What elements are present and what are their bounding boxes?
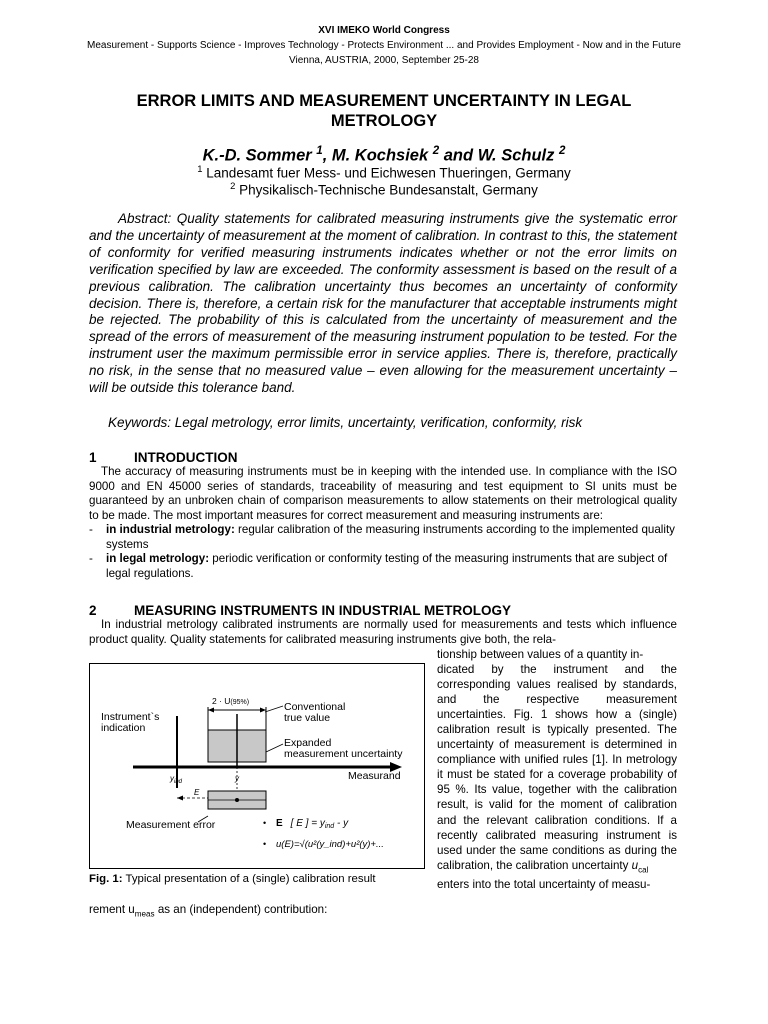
u-cal-symbol: u <box>631 858 639 872</box>
author-separator: , <box>322 146 332 165</box>
figure-1 <box>89 663 425 869</box>
u-cal-subscript: cal <box>638 864 649 874</box>
column-text: dicated by the instrument and the corresponding values realised by standards, and the respective measurement uncertainties. Fig. 1 shows how a (single) calibration result is typically presented. The uncertainty of measurement is determined in compliance with unified rules [1]. In metrology it must be stated for a coverage probability of 95 %. Its value, together with the calibration result, is valid for the moment of calibration and the relevant calibration conditions. If a recently calibrated measuring instrument is used under the same conditions as during the calibration, the calibration uncertainty <box>437 663 677 872</box>
continuation-end: as an (independent) contribution: <box>154 903 328 916</box>
list-dash: - <box>89 552 93 565</box>
calibration-diagram <box>90 664 426 870</box>
caption-text: Typical presentation of a (single) calibration result <box>122 873 376 885</box>
author-name: W. Schulz <box>477 146 555 165</box>
label-e: E <box>194 788 200 797</box>
formula-uncertainty: u(E)=√(u²(y_ind)+u²(y)+... <box>276 839 384 850</box>
label-indication: indication <box>101 722 146 734</box>
width-label: 2 · U(95%) <box>212 696 250 706</box>
list-dash: - <box>89 523 93 536</box>
label-y-ind: $y_{ind}$ <box>170 774 183 785</box>
formula-bullet: • <box>263 818 267 828</box>
affiliation-text: Landesamt fuer Mess- und Eichwesen Thueringen, Germany <box>206 165 571 181</box>
continuation-start: rement u <box>89 903 135 916</box>
column-line: tionship between values of a quantity in- <box>437 648 644 661</box>
author-list <box>0 145 768 166</box>
column-paragraph <box>437 662 677 877</box>
list-item-lead: in legal metrology: <box>106 552 210 565</box>
section2-paragraph <box>89 618 677 647</box>
list-item-text: regular calibration of the measuring instruments according to the implemented quality systems <box>106 523 675 551</box>
column-line-end: enters into the total uncertainty of measu- <box>437 878 651 892</box>
label-expanded: Expanded <box>284 737 332 749</box>
abstract <box>89 211 677 397</box>
leader-uncertainty <box>266 744 283 752</box>
section2-text: In industrial metrology calibrated instruments are normally used for measurements and tests which influence product quality. Quality statements for calibrated measuring instruments give both, the rela- <box>89 618 677 646</box>
u-meas-subscript: meas <box>134 909 155 919</box>
section-heading-introduction <box>89 450 238 465</box>
affiliation-mark: 2 <box>230 181 236 192</box>
conference-motto: Measurement - Supports Science - Improves Technology - Protects Environment ... and Provides Employment - Now and in the Future <box>87 40 681 51</box>
author-name: K.-D. Sommer <box>202 146 312 165</box>
author-affiliation-mark: 2 <box>432 145 440 157</box>
leader-true-value <box>265 706 283 712</box>
continuation-text <box>89 903 327 918</box>
caption-label: Fig. 1: <box>89 873 123 885</box>
affiliation-2 <box>0 181 768 198</box>
author-affiliation-mark: 2 <box>558 145 566 157</box>
formula-error: E [ E ] = $y_{ind}$ - y <box>276 818 349 830</box>
error-point <box>235 798 239 802</box>
formula-bullet: • <box>263 839 267 849</box>
dimension-arrow-left <box>208 708 214 713</box>
author-name: M. Kochsiek <box>331 146 429 165</box>
label-measurement-uncertainty: measurement uncertainty <box>284 748 403 760</box>
affiliation-1 <box>0 164 768 181</box>
conference-venue: Vienna, AUSTRIA, 2000, September 25-28 <box>289 55 479 66</box>
section-heading-industrial-metrology <box>89 603 511 618</box>
list-item <box>89 552 677 581</box>
keywords: Keywords: Legal metrology, error limits, uncertainty, verification, conformity, risk <box>108 415 583 430</box>
label-instrument: Instrument`s <box>101 711 160 723</box>
section2-column-text <box>437 647 677 892</box>
section-number: 1 <box>89 450 97 465</box>
abstract-text: Abstract: Quality statements for calibrated measuring instruments give the systematic error and the uncertainty of measurement at the moment of calibration. In contrast to this, the statement of conformity for verified measuring instruments indicates whether or not the error limits on verification specified by law are exceeded. The conformity assessment is based on the result of a previous calibration. The calibration uncertainty thus becomes an uncertainty of conformity decision. There is, therefore, a certain risk for the manufacturer that acceptable instruments might be rejected. The probability of this is calculated from the uncertainty of measurement and the spread of the errors of measurement of the measuring instrument population to be tested. For the instrument user the maximum permissible error in service applies. There is, therefore, practically no risk, in the sense that no measured value – even allowing for the measurement uncertainty – will be outside this tolerance band. <box>89 211 677 396</box>
affiliation-mark: 1 <box>197 164 203 175</box>
list-item-lead: in industrial metrology: <box>106 523 235 536</box>
section-title: MEASURING INSTRUMENTS IN INDUSTRIAL METROLOGY <box>134 603 512 618</box>
label-true-value: true value <box>284 712 331 724</box>
error-arrow-head <box>177 796 183 801</box>
section-number: 2 <box>89 603 97 618</box>
list-item-text: periodic verification or conformity testing of the measuring instruments that are subject of legal regulations. <box>106 552 668 580</box>
label-conventional: Conventional <box>284 701 346 713</box>
affiliation-text: Physikalisch-Technische Bundesanstalt, Germany <box>239 182 538 198</box>
label-measurand: Measurand <box>348 770 401 782</box>
author-separator: and <box>439 146 478 165</box>
figure-caption <box>89 873 376 885</box>
list-item <box>89 523 677 552</box>
paper-title: ERROR LIMITS AND MEASUREMENT UNCERTAINTY IN LEGAL METROLOGY <box>136 92 632 130</box>
introduction-paragraph: The accuracy of measuring instruments must be in keeping with the intended use. In compliance with the ISO 9000 and EN 45000 series of standards, traceability of measuring and test equipment to SI units must be guaranteed by an unbroken chain of comparison measurements to allow statements on their metrological quality to be made. The most important measures for correct measurement and measuring instruments are: <box>89 465 677 522</box>
label-y: y <box>235 774 239 783</box>
introduction-body <box>89 465 677 581</box>
section-title: INTRODUCTION <box>134 450 238 465</box>
conference-name: XVI IMEKO World Congress <box>318 25 450 36</box>
label-measurement-error: Measurement error <box>126 819 216 831</box>
author-affiliation-mark: 1 <box>316 145 323 157</box>
